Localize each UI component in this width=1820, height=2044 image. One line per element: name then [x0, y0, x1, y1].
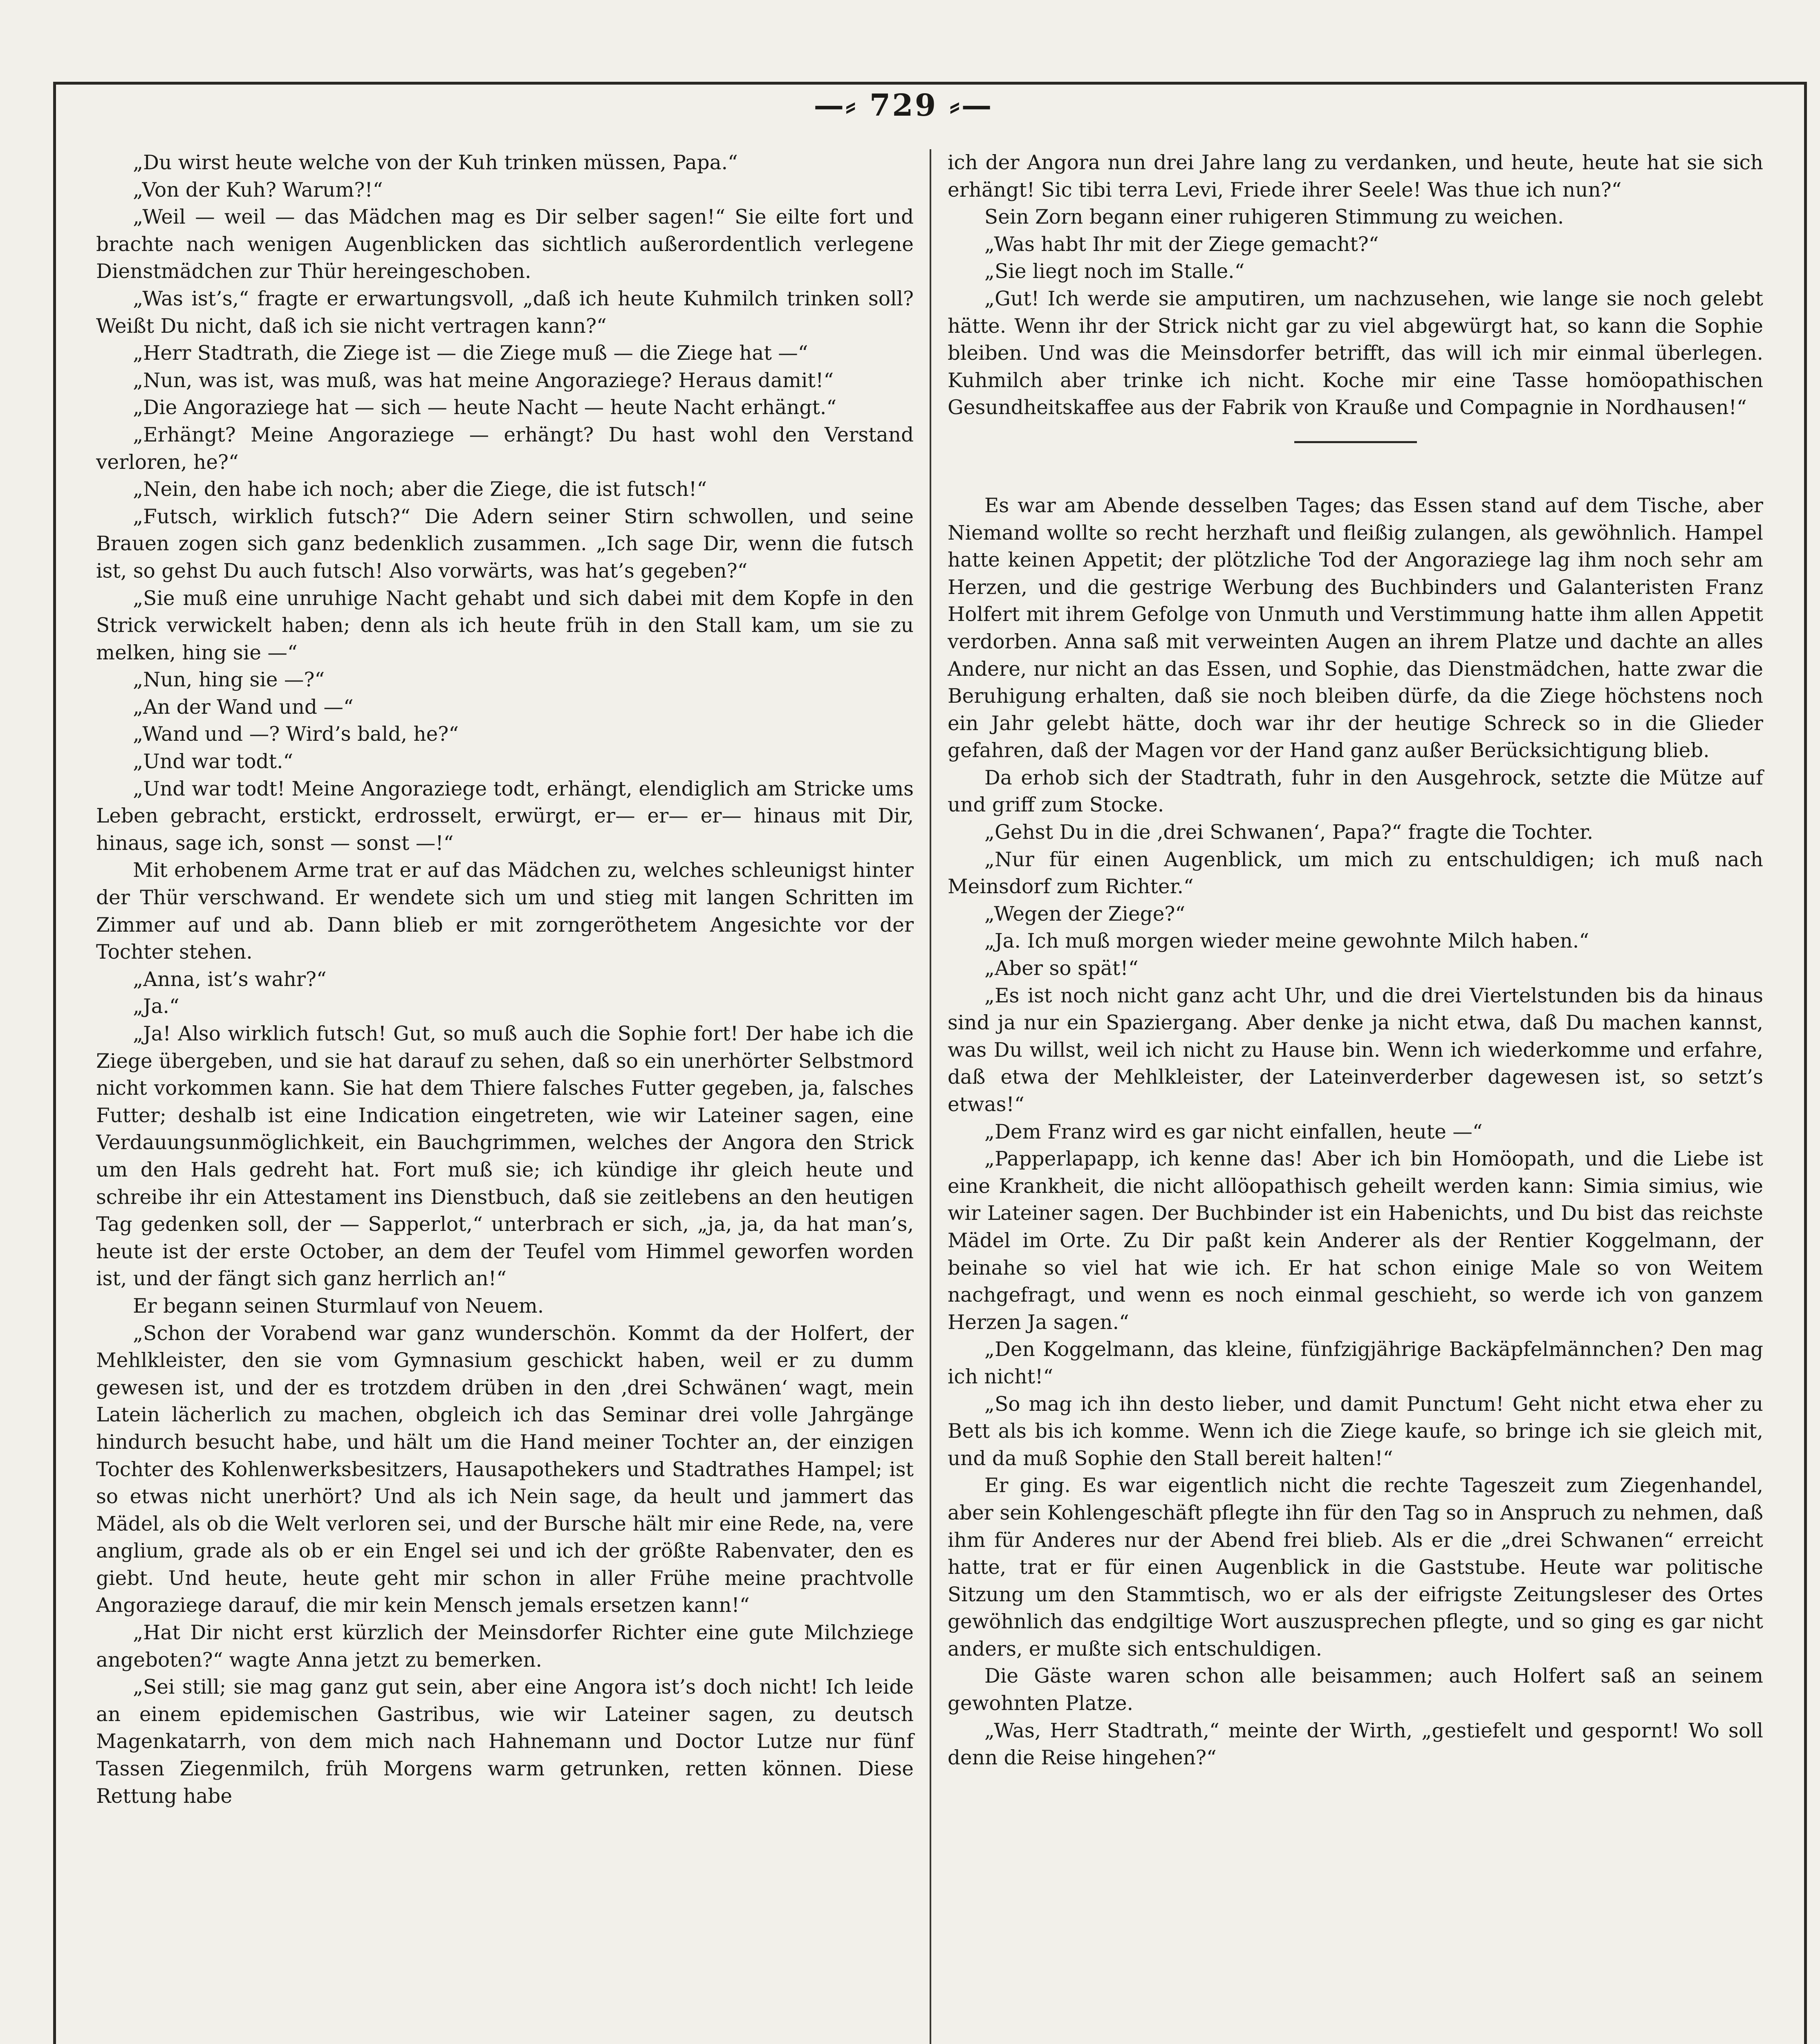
paragraph: „Hat Dir nicht erst kürzlich der Meinsdorfer Richter eine gute Milchziege angeboten?“ wagte Anna jetzt zu bemerken.	[96, 1621, 914, 1672]
paragraph: „Von der Kuh? Warum?!“	[133, 178, 383, 202]
page-number: —⸗ 729 ⸗—	[814, 88, 993, 123]
paragraph: Die Gäste waren schon alle beisammen; auch Holfert saß an seinem gewohnten Platze.	[948, 1665, 1763, 1715]
section-separator-rule	[1294, 441, 1417, 443]
paragraph: „Was ist’s,“ fragte er erwartungsvoll, „daß ich heute Kuhmilch trinken soll? Weißt Du nicht, daß ich sie nicht vertragen kann?“	[96, 287, 914, 338]
paragraph: „Dem Franz wird es gar nicht einfallen, heute —“	[984, 1120, 1483, 1143]
paragraph: „Du wirst heute welche von der Kuh trinken müssen, Papa.“	[133, 151, 738, 174]
left-column	[96, 149, 914, 1810]
paragraph: „Gehst Du in die ‚drei Schwanen‘, Papa?“ fragte die Tochter.	[984, 821, 1594, 844]
paragraph: „Ja! Also wirklich futsch! Gut, so muß auch die Sophie fort! Der habe ich die Ziege übergeben, und sie hat darauf zu sehen, daß so ein unerhörter Selbstmord nicht vorkommen kann. Sie hat dem Thiere falsches Futter gegeben, ja, falsches Futter; deshalb ist eine Indication eingetreten, wie wir Lateiner sagen, eine Verdauungsunmöglichkeit, ein Bauchgrimmen, welches der Angora den Strick um den Hals gedreht hat. Fort muß sie; ich kündige ihr gleich heute und schreibe ihr ein Attestament ins Dienstbuch, daß sie zeitlebens an den heutigen Tag gedenken soll, der — Sapperlot,“ unterbrach er sich, „ja, ja, da hat man’s, heute ist der erste October, an dem der Teufel vom Himmel geworfen worden ist, und der fängt sich ganz herrlich an!“	[96, 1022, 914, 1291]
paragraph: „Und war todt.“	[133, 750, 294, 773]
paragraph: „Schon der Vorabend war ganz wunderschön. Kommt da der Holfert, der Mehlkleister, den sie vom Gymnasium geschickt haben, weil er zu dumm gewesen ist, und der es trotzdem drüben in den ‚drei Schwänen‘ wagt, mein Latein lächerlich zu machen, obgleich ich das Seminar drei volle Jahrgänge hindurch besucht habe, und hält um die Hand meiner Tochter an, der einzigen Tochter des Kohlenwerksbesitzers, Hausapothekers und Stadtrathes Hampel; ist so etwas nicht unerhört? Und als ich Nein sage, da heult und jammert das Mädel, als ob die Welt verloren sei, und der Bursche hält mir eine Rede, na, vere anglium, grade als ob er ein Engel sei und ich der größte Rabenvater, den es giebt. Und heute, heute geht mir schon in aller Frühe meine prachtvolle Angoraziege darauf, die mir kein Mensch jemals ersetzen kann!“	[96, 1322, 914, 1617]
paragraph: Es war am Abende desselben Tages; das Essen stand auf dem Tische, aber Niemand wollte so recht herzhaft und fleißig zulangen, als gewöhnlich. Hampel hatte keinen Appetit; der plötzliche Tod der Angoraziege lag ihm noch sehr am Herzen, und die gestrige Werbung des Buchbinders und Galanteristen Franz Holfert mit ihrem Gefolge von Unmuth und Verstimmung hatte ihm allen Appetit verdorben. Anna saß mit verweinten Augen an ihrem Platze und dachte an alles Andere, nur nicht an das Essen, und Sophie, das Dienstmädchen, hatte zwar die Beruhigung erhalten, daß sie noch bleiben dürfe, da die Ziege höchstens noch ein Jahr gelebt hätte, doch war ihr der heutige Schreck so in die Glieder gefahren, daß der Magen vor der Hand ganz außer Berücksichtigung blieb.	[948, 494, 1763, 762]
paragraph: ich der Angora nun drei Jahre lang zu verdanken, und heute, heute hat sie sich erhängt! Sic tibi terra Levi, Friede ihrer Seele! Was thue ich nun?“	[948, 151, 1763, 202]
paragraph: „Sie muß eine unruhige Nacht gehabt und sich dabei mit dem Kopfe in den Strick verwickelt haben; denn als ich heute früh in den Stall kam, um sie zu melken, hing sie —“	[96, 587, 914, 664]
paragraph: „Sie liegt noch im Stalle.“	[984, 260, 1245, 283]
paragraph: „So mag ich ihn desto lieber, und damit Punctum! Geht nicht etwa eher zu Bett als bis ich komme. Wenn ich die Ziege kaufe, so bringe ich sie gleich mit, und da muß Sophie den Stall bereit halten!“	[948, 1392, 1763, 1470]
right-column	[948, 149, 1763, 1772]
right-column-bottom-section	[948, 492, 1763, 1772]
paragraph: „Was habt Ihr mit der Ziege gemacht?“	[984, 233, 1379, 256]
paragraph: „Den Koggelmann, das kleine, fünfzigjährige Backäpfelmännchen? Den mag ich nicht!“	[948, 1338, 1763, 1388]
paragraph: „Nun, was ist, was muß, was hat meine Angoraziege? Heraus damit!“	[133, 369, 834, 392]
paragraph: Da erhob sich der Stadtrath, fuhr in den Ausgehrock, setzte die Mütze auf und griff zum Stocke.	[948, 766, 1763, 817]
paragraph: Sein Zorn begann einer ruhigeren Stimmung zu weichen.	[984, 206, 1564, 229]
paragraph: „Und war todt! Meine Angoraziege todt, erhängt, elendiglich am Stricke ums Leben gebracht, erstickt, erdrosselt, erwürgt, er— er— er— hinaus mit Dir, hinaus, sage ich, sonst — sonst —!“	[96, 777, 914, 855]
paragraph: „Nein, den habe ich noch; aber die Ziege, die ist futsch!“	[133, 478, 707, 501]
paragraph: Er begann seinen Sturmlauf von Neuem.	[133, 1294, 544, 1318]
paragraph: „Papperlapapp, ich kenne das! Aber ich bin Homöopath, und die Liebe ist eine Krankheit, die nicht allöopathisch geheilt werden kann: Simia simius, wie wir Lateiner sagen. Der Buchbinder ist ein Habenichts, und Du bist das reichste Mädel im Orte. Zu Dir paßt kein Anderer als der Rentier Koggelmann, der beinahe so viel hat wie ich. Er hat schon einige Male so von Weitem nachgefragt, und wenn es noch einmal geschieht, so werde ich von ganzem Herzen Ja sagen.“	[948, 1148, 1763, 1334]
paragraph: „Anna, ist’s wahr?“	[133, 968, 327, 991]
paragraph: „An der Wand und —“	[133, 695, 354, 719]
column-divider	[930, 149, 931, 2044]
paragraph: „Nun, hing sie —?“	[133, 668, 325, 692]
paragraph: „Ja. Ich muß morgen wieder meine gewohnte Milch haben.“	[984, 930, 1589, 953]
paragraph: „Aber so spät!“	[984, 957, 1139, 980]
paragraph: Mit erhobenem Arme trat er auf das Mädchen zu, welches schleunigst hinter der Thür verschwand. Er wendete sich um und stieg mit langen Schritten im Zimmer auf und ab. Dann blieb er mit zorngeröthetem Angesichte vor der Tochter stehen.	[96, 859, 914, 964]
right-column-top-section	[948, 149, 1763, 421]
paragraph: „Futsch, wirklich futsch?“ Die Adern seiner Stirn schwollen, und seine Brauen zogen sich ganz bedenklich zusammen. „Ich sage Dir, wenn die futsch ist, so gehst Du auch futsch! Also vorwärts, was hat’s gegeben?“	[96, 505, 914, 583]
paragraph: „Erhängt? Meine Angoraziege — erhängt? Du hast wohl den Verstand verloren, he?“	[96, 423, 914, 474]
paragraph: „Was, Herr Stadtrath,“ meinte der Wirth, „gestiefelt und gespornt! Wo soll denn die Reise hingehen?“	[948, 1719, 1763, 1770]
paragraph: „Nur für einen Augenblick, um mich zu entschuldigen; ich muß nach Meinsdorf zum Richter.“	[948, 848, 1763, 899]
paragraph: „Es ist noch nicht ganz acht Uhr, und die drei Viertelstunden bis da hinaus sind ja nur ein Spaziergang. Aber denke ja nicht etwa, daß Du machen kannst, was Du willst, weil ich nicht zu Hause bin. Wenn ich wiederkomme und erfahre, daß etwa der Mehlkleister, der Lateinverderber dagewesen ist, so setzt’s etwas!“	[948, 984, 1763, 1116]
paragraph: Er ging. Es war eigentlich nicht die rechte Tageszeit zum Ziegenhandel, aber sein Kohlengeschäft pflegte ihn für den Tag so in Anspruch zu nehmen, daß ihm für Anderes nur der Abend frei blieb. Als er die „drei Schwanen“ erreicht hatte, trat er für einen Augenblick in die Gaststube. Heute war politische Sitzung um den Stammtisch, wo er als der eifrigste Zeitungsleser des Ortes gewöhnlich das endgiltige Wort auszusprechen pflegte, und so ging es gar nicht anders, er mußte sich entschuldigen.	[948, 1474, 1763, 1661]
paragraph: „Wegen der Ziege?“	[984, 902, 1186, 926]
paragraph: „Gut! Ich werde sie amputiren, um nachzusehen, wie lange sie noch gelebt hätte. Wenn ihr der Strick nicht gar zu viel abgewürgt hat, so kann die Sophie bleiben. Und was die Meinsdorfer betrifft, das will ich mir einmal überlegen. Kuhmilch aber trinke ich nicht. Koche mir eine Tasse homöopathischen Gesundheitskaffee aus der Fabrik von Krauße und Compagnie in Nordhausen!“	[948, 287, 1763, 419]
paragraph: „Weil — weil — das Mädchen mag es Dir selber sagen!“ Sie eilte fort und brachte nach wenigen Augenblicken das sichtlich außerordentlich verlegene Dienstmädchen zur Thür hereingeschoben.	[96, 206, 914, 283]
paragraph: „Die Angoraziege hat — sich — heute Nacht — heute Nacht erhängt.“	[133, 396, 837, 419]
paragraph: „Sei still; sie mag ganz gut sein, aber eine Angora ist’s doch nicht! Ich leide an einem epidemischen Gastribus, wie wir Lateiner sagen, zu deutsch Magenkatarrh, von dem mich nach Hahnemann und Doctor Lutze nur fünf Tassen Ziegenmilch, früh Morgens warm getrunken, retten können. Diese Rettung habe	[96, 1676, 914, 1808]
paragraph: „Ja.“	[133, 995, 179, 1018]
paragraph: „Herr Stadtrath, die Ziege ist — die Ziege muß — die Ziege hat —“	[133, 342, 808, 365]
paragraph: „Wand und —? Wird’s bald, he?“	[133, 723, 459, 746]
